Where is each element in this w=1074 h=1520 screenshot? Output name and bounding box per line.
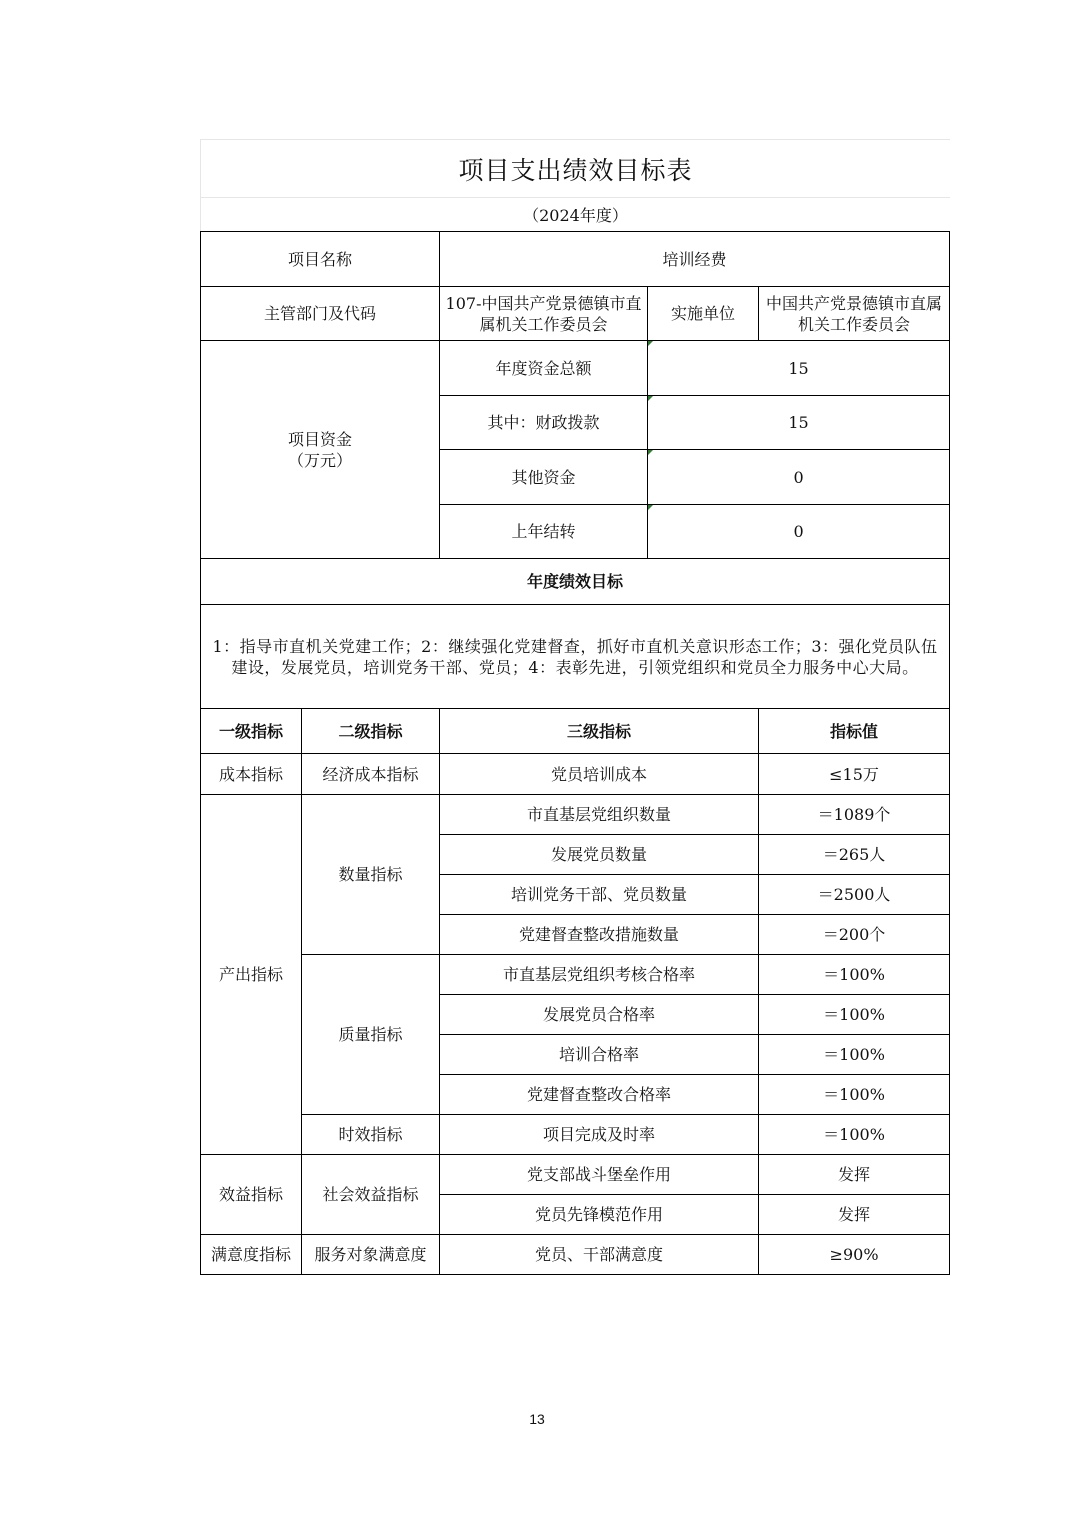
department-row xyxy=(201,287,950,341)
goals-heading: 年度绩效目标 xyxy=(201,559,950,605)
indicator-name: 党员培训成本 xyxy=(440,754,759,795)
performance-table xyxy=(200,231,950,1275)
indicator-value: ≥90% xyxy=(759,1235,950,1275)
funds-item-value: 0 xyxy=(648,450,950,505)
page-title: 项目支出绩效目标表 xyxy=(200,139,950,198)
level1-output: 产出指标 xyxy=(201,795,302,1155)
funds-label: 项目资金 （万元） xyxy=(201,341,440,559)
header-value: 指标值 xyxy=(759,709,950,754)
indicator-value: ＝100% xyxy=(759,1035,950,1075)
department-label: 主管部门及代码 xyxy=(201,287,440,341)
header-level3: 三级指标 xyxy=(440,709,759,754)
header-level1: 一级指标 xyxy=(201,709,302,754)
level2-social-benefit: 社会效益指标 xyxy=(302,1155,440,1235)
indicator-row xyxy=(201,955,950,995)
implementing-unit-label: 实施单位 xyxy=(648,287,759,341)
indicator-value: ＝100% xyxy=(759,1115,950,1155)
indicator-value: ＝1089个 xyxy=(759,795,950,835)
funds-item-value: 15 xyxy=(648,396,950,450)
funds-item-label: 年度资金总额 xyxy=(440,341,648,396)
funds-item-label: 其中：财政拨款 xyxy=(440,396,648,450)
indicator-name: 市直基层党组织考核合格率 xyxy=(440,955,759,995)
indicator-value: ＝200个 xyxy=(759,915,950,955)
funds-item-value: 15 xyxy=(648,341,950,396)
indicator-value: ＝100% xyxy=(759,995,950,1035)
indicator-name: 党建督查整改措施数量 xyxy=(440,915,759,955)
goals-row xyxy=(201,605,950,709)
project-name-label: 项目名称 xyxy=(201,232,440,287)
indicator-row xyxy=(201,754,950,795)
project-name-value: 培训经费 xyxy=(440,232,950,287)
department-value: 107-中国共产党景德镇市直属机关工作委员会 xyxy=(440,287,648,341)
indicator-name: 项目完成及时率 xyxy=(440,1115,759,1155)
funds-item-label: 上年结转 xyxy=(440,505,648,559)
funds-row xyxy=(201,341,950,396)
indicator-name: 党员先锋模范作用 xyxy=(440,1195,759,1235)
indicator-row xyxy=(201,1235,950,1275)
level2-quantity: 数量指标 xyxy=(302,795,440,955)
indicator-name: 党建督查整改合格率 xyxy=(440,1075,759,1115)
level2-quality: 质量指标 xyxy=(302,955,440,1115)
indicator-name: 发展党员合格率 xyxy=(440,995,759,1035)
funds-item-label: 其他资金 xyxy=(440,450,648,505)
level1-cost: 成本指标 xyxy=(201,754,302,795)
indicator-value: 发挥 xyxy=(759,1195,950,1235)
page-number: 13 xyxy=(529,1411,545,1427)
indicator-value: ＝2500人 xyxy=(759,875,950,915)
indicator-name: 党员、干部满意度 xyxy=(440,1235,759,1275)
level2-service-satisfaction: 服务对象满意度 xyxy=(302,1235,440,1275)
funds-item-value: 0 xyxy=(648,505,950,559)
indicator-value: 发挥 xyxy=(759,1155,950,1195)
indicator-row xyxy=(201,1155,950,1195)
indicator-value: ＝265人 xyxy=(759,835,950,875)
indicator-value: ＝100% xyxy=(759,955,950,995)
indicator-name: 党支部战斗堡垒作用 xyxy=(440,1155,759,1195)
indicator-name: 发展党员数量 xyxy=(440,835,759,875)
indicator-row xyxy=(201,1115,950,1155)
indicator-name: 市直基层党组织数量 xyxy=(440,795,759,835)
header-level2: 二级指标 xyxy=(302,709,440,754)
goals-text: 1：指导市直机关党建工作；2：继续强化党建督查，抓好市直机关意识形态工作；3：强化党员队伍建设，发展党员，培训党务干部、党员；4：表彰先进，引领党组织和党员全力服务中心大局。 xyxy=(201,605,950,709)
level2-economic-cost: 经济成本指标 xyxy=(302,754,440,795)
indicator-header-row xyxy=(201,709,950,754)
project-name-row xyxy=(201,232,950,287)
level1-benefit: 效益指标 xyxy=(201,1155,302,1235)
implementing-unit-value: 中国共产党景德镇市直属机关工作委员会 xyxy=(759,287,950,341)
level1-satisfaction: 满意度指标 xyxy=(201,1235,302,1275)
goals-heading-row xyxy=(201,559,950,605)
indicator-name: 培训党务干部、党员数量 xyxy=(440,875,759,915)
indicator-value: ≤15万 xyxy=(759,754,950,795)
fiscal-year: （2024年度） xyxy=(200,198,950,231)
indicator-name: 培训合格率 xyxy=(440,1035,759,1075)
level2-timeliness: 时效指标 xyxy=(302,1115,440,1155)
indicator-row xyxy=(201,795,950,835)
indicator-value: ＝100% xyxy=(759,1075,950,1115)
